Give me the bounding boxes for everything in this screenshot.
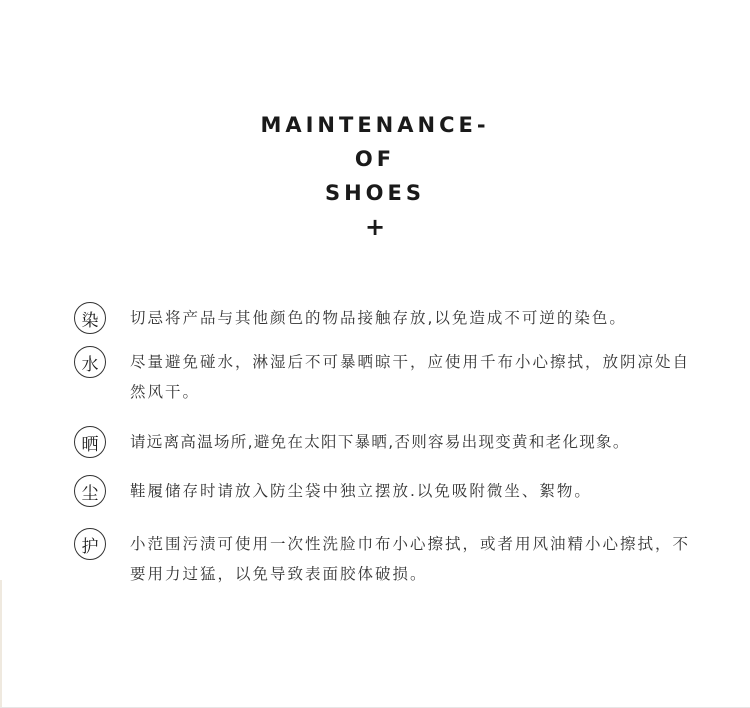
care-item-text: 鞋履储存时请放入防尘袋中独立摆放.以免吸附微坐、絮物。 [130, 482, 592, 500]
sun-badge-icon: 晒 [74, 426, 106, 458]
care-item-water [74, 344, 734, 407]
title-line-1: MAINTENANCE- [260, 113, 490, 137]
care-item-text: 请远离高温场所,避免在太阳下暴晒,否则容易出现变黄和老化现象。 [130, 433, 630, 451]
title-line-2: OF [354, 147, 396, 171]
water-badge-icon: 水 [74, 346, 106, 378]
care-item-text: 尽量避免碰水，淋湿后不可暴晒晾干，应使用千布小心擦拭，放阴凉处自然风干。 [130, 353, 691, 401]
dye-badge-icon: 染 [74, 302, 106, 334]
left-edge-decoration [0, 580, 2, 708]
page-title [0, 108, 750, 244]
care-item-protect [74, 526, 734, 589]
care-item-dye [74, 300, 734, 333]
care-item-dust [74, 473, 734, 506]
dust-badge-icon: 尘 [74, 475, 106, 507]
care-item-text: 切忌将产品与其他颜色的物品接触存放,以免造成不可逆的染色。 [130, 309, 627, 327]
care-instructions-list [74, 300, 734, 589]
protect-badge-icon: 护 [74, 528, 106, 560]
care-item-sun [74, 424, 734, 457]
title-line-3: SHOES [324, 181, 426, 205]
plus-icon: + [364, 213, 386, 241]
care-item-text: 小范围污渍可使用一次性洗脸巾布小心擦拭，或者用风油精小心擦拭，不要用力过猛，以免导致表面胶体破损。 [130, 535, 691, 583]
